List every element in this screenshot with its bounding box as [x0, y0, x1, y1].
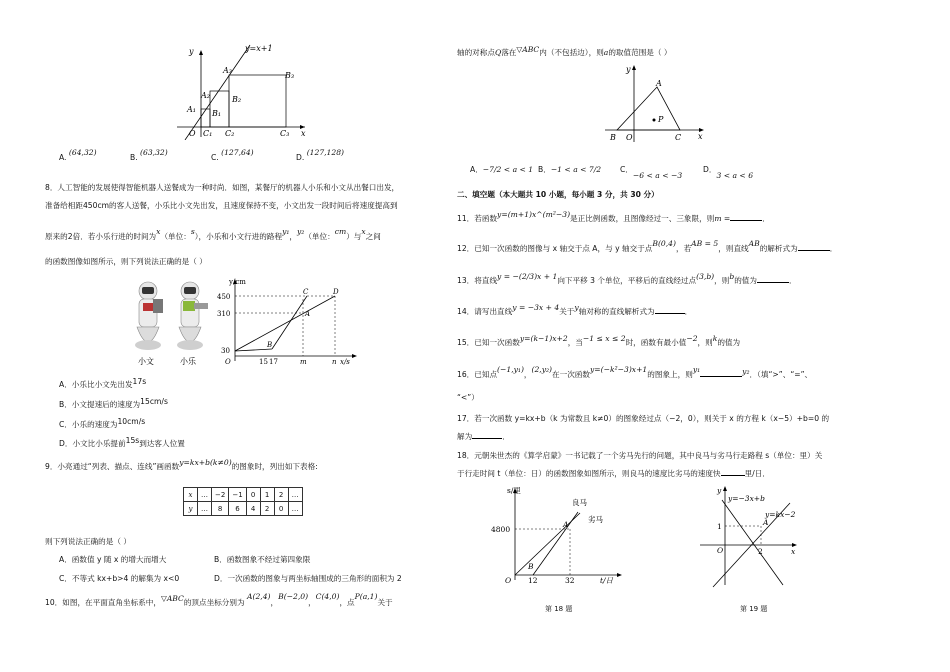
fig18-y-label: s/里: [507, 486, 521, 495]
q16-answer-blank[interactable]: [700, 376, 742, 377]
q10-option-b: B．−1 < a < 7/2: [538, 165, 602, 174]
robot1-label: 小文: [138, 357, 154, 366]
q12: 12．已知一次函数的图像与 x 轴交于点 A，与 y 轴交于点B(0,4)，若AB = 5，则直线AB的解析式为 ．: [457, 239, 838, 253]
q12-answer-blank[interactable]: [798, 250, 830, 251]
fig18-point-b: B: [528, 562, 534, 571]
q10-option-d: D．3 < a < 6: [703, 165, 754, 180]
q9-option-d: D．一次函数的图象与两坐标轴围成的三角形的面积为 2: [214, 574, 402, 583]
figure-19-caption: 第 19 题: [740, 605, 768, 613]
axis-x-label: x: [301, 129, 306, 138]
fig19-tick-2: 2: [758, 547, 763, 556]
q13-answer-blank[interactable]: [757, 282, 789, 283]
fig19-line2-label: y=kx−2: [765, 510, 796, 519]
fig19-x-label: x: [791, 547, 796, 556]
q10-option-a: A．−7/2 < a < 1: [470, 165, 534, 174]
q9-option-b: B．函数图象不经过第四象限: [214, 555, 311, 564]
q8-option-d: D．小文比小乐提前15s到达客人位置: [59, 436, 185, 448]
q10-fig-b: B: [610, 133, 616, 142]
label-b2: B₂: [232, 95, 242, 104]
q8-x-axis-label: x/s: [340, 358, 350, 366]
q8-origin: O: [225, 358, 231, 366]
axis-y-label: y: [189, 47, 194, 56]
q10-fig-y: y: [626, 65, 631, 74]
label-c1: C₁: [203, 129, 213, 138]
q7-option-d: D. (127,128): [296, 148, 345, 162]
q8-point-c: C: [303, 288, 309, 296]
q11-answer-blank[interactable]: [730, 220, 762, 221]
q10-triangle-figure: [600, 62, 710, 147]
q8-line2: 准备给相距450cm的客人送餐，小乐比小文先出发，且速度保持不变，小文出发一段时间后将速度提高到: [45, 201, 398, 210]
q8-line3: 原来的2倍．若小乐行进的时间为x（单位：s），小乐和小文行进的路程y₁，y₂（单位：cm）与x之间: [45, 227, 381, 241]
fig18-tick-4800: 4800: [491, 525, 511, 534]
label-c3: C₃: [280, 129, 290, 138]
q8-option-a: A．小乐比小文先出发17s: [59, 377, 147, 389]
fig19-line1-label: y=−3x+b: [728, 494, 765, 503]
fig18-origin: O: [505, 576, 512, 585]
q10-line2: 轴的对称点Q落在▽ABC内（不包括边），则a的取值范围是（ ）: [457, 45, 672, 57]
q14: 14．请写出直线y = −3x + 4关于y轴对称的直线解析式为 ．: [457, 303, 693, 316]
label-b3: B₃: [285, 71, 295, 80]
robot-xiaole: [177, 282, 208, 350]
q7-option-c: C. (127,64): [211, 148, 254, 162]
q8-tick-17: 17: [269, 358, 278, 366]
q16-line2: “<”）: [457, 393, 479, 402]
q9-line2: 则下列说法正确的是（ ）: [45, 537, 131, 546]
label-b1: B₁: [212, 109, 222, 118]
q8-tick-m: m: [300, 358, 307, 366]
q10-fig-a: A: [656, 79, 662, 88]
q8-tick-30: 30: [221, 347, 230, 355]
section-title-fill-in: 二、填空题（本大题共 10 小题，每小题 3 分，共 30 分）: [457, 190, 659, 199]
figure-19-lines-graph: [695, 485, 805, 590]
fig19-y-label: y: [717, 486, 722, 495]
q14-answer-blank[interactable]: [655, 313, 685, 314]
q17-line1: 17．若一次函数 y=kx+b（k 为常数且 k≠0）的图象经过点（−2，0），则关于 x 的方程 k（x−5）+b=0 的: [457, 414, 830, 423]
q10-fig-o: O: [626, 133, 633, 142]
q8-line1: 8．人工智能的发展使得智能机器人送餐成为一种时尚．如图，某餐厅的机器人小乐和小文从出餐口出发，: [45, 183, 400, 192]
fig19-tick-1: 1: [717, 522, 722, 531]
figure-18-horse-graph: [490, 485, 630, 585]
robot2-label: 小乐: [180, 357, 196, 366]
origin-label: O: [189, 129, 196, 138]
robot-xiaowen: [135, 282, 163, 350]
q18-line1: 18．元朝朱世杰的《算学启蒙》一书记载了一个劣马先行的问题，其中良马与劣马行走路程 s（单位：里）关: [457, 451, 823, 460]
q15: 15．已知一次函数y=(k−1)x+2，当−1 ≤ x ≤ 2时，函数有最小值−2，则k的值为: [457, 334, 741, 347]
q17-line2: 解为 ．: [457, 432, 510, 441]
q10-option-c: C．−6 < a < −3: [620, 165, 683, 180]
fig19-point-a: A: [763, 518, 769, 527]
q7-option-a: A. (64,32): [59, 148, 97, 162]
q8-line4: 的函数图像如图所示，则下列说法正确的是（ ）: [45, 257, 207, 266]
q10-fig-x: x: [698, 132, 703, 141]
q16-line1: 16．已知点(−1,y₁)，(2,y₂)在一次函数y=(−k²−3)x+1的图象上，则y₁ y₂．（填“>”、“=”、: [457, 365, 813, 379]
q8-point-b: B: [267, 341, 273, 349]
q8-point-d: D: [333, 288, 339, 296]
fig18-point-a: A: [563, 520, 569, 529]
label-a2: A₂: [201, 91, 210, 100]
q10-line1: 10．如图，在平面直角坐标系中，▽ABC的顶点坐标分别为 A(2,4)，B(−2,0)，C(4,0)，点P(a,1)关于: [45, 592, 393, 607]
q10-fig-c: C: [675, 133, 682, 142]
q9-line1: 9．小亮通过“列表、描点、连线”画函数y=kx+b(k≠0)的图象时，列出如下表格:: [45, 458, 318, 471]
label-a1: A₁: [187, 105, 196, 114]
q9-option-c: C．不等式 kx+b>4 的解集为 x<0: [59, 574, 180, 583]
table-row: x … −2 −1 0 1 2 …: [184, 488, 303, 502]
q8-tick-450: 450: [217, 293, 231, 301]
q13: 13．将直线y = −(2/3)x + 1向下平移 3 个单位，平移后的直线经过点(3,b)，则b的值为 ．: [457, 272, 797, 285]
q8-tick-310: 310: [217, 310, 231, 318]
fig18-tick-32: 32: [565, 576, 575, 585]
q18-line2: 于行走时间 t（单位：日）的函数图象如图所示，则良马的速度比劣马的速度快 里/日．: [457, 469, 770, 478]
q8-option-c: C．小乐的速度为10cm/s: [59, 417, 146, 429]
line-label: y=x+1: [245, 44, 273, 53]
fig18-tick-12: 12: [528, 576, 538, 585]
q10-fig-p: P: [658, 115, 664, 124]
fig19-origin: O: [717, 546, 724, 555]
q8-option-b: B．小文提速后的速度为15cm/s: [59, 397, 168, 409]
robot-illustration: [128, 277, 223, 367]
q7-option-b: B. (63,32): [130, 148, 168, 162]
table-row: y … 8 6 4 2 0 …: [184, 502, 303, 516]
fig18-poor-horse-label: 劣马: [588, 515, 603, 524]
fig18-x-label: t/日: [600, 576, 614, 585]
q8-point-a: A: [305, 310, 311, 318]
label-a3: A₃: [223, 66, 232, 75]
figure-18-caption: 第 18 题: [545, 605, 573, 613]
q8-y-axis-label: y/cm: [229, 278, 246, 286]
q9-option-a: A．函数值 y 随 x 的增大而增大: [59, 555, 167, 564]
q8-tick-15: 15: [259, 358, 268, 366]
q9-value-table: [183, 487, 303, 516]
q11: 11．若函数y=(m+1)x^(m²−3)是正比例函数，且图像经过一、三象限，则m = ．: [457, 210, 770, 223]
stairs-figure: [165, 40, 315, 140]
fig18-good-horse-label: 良马: [572, 498, 587, 507]
label-c2: C₂: [225, 129, 235, 138]
q17-answer-blank[interactable]: [472, 438, 502, 439]
q8-distance-graph: [215, 276, 365, 371]
q8-tick-n: n: [332, 358, 337, 366]
q18-answer-blank[interactable]: [721, 475, 745, 476]
